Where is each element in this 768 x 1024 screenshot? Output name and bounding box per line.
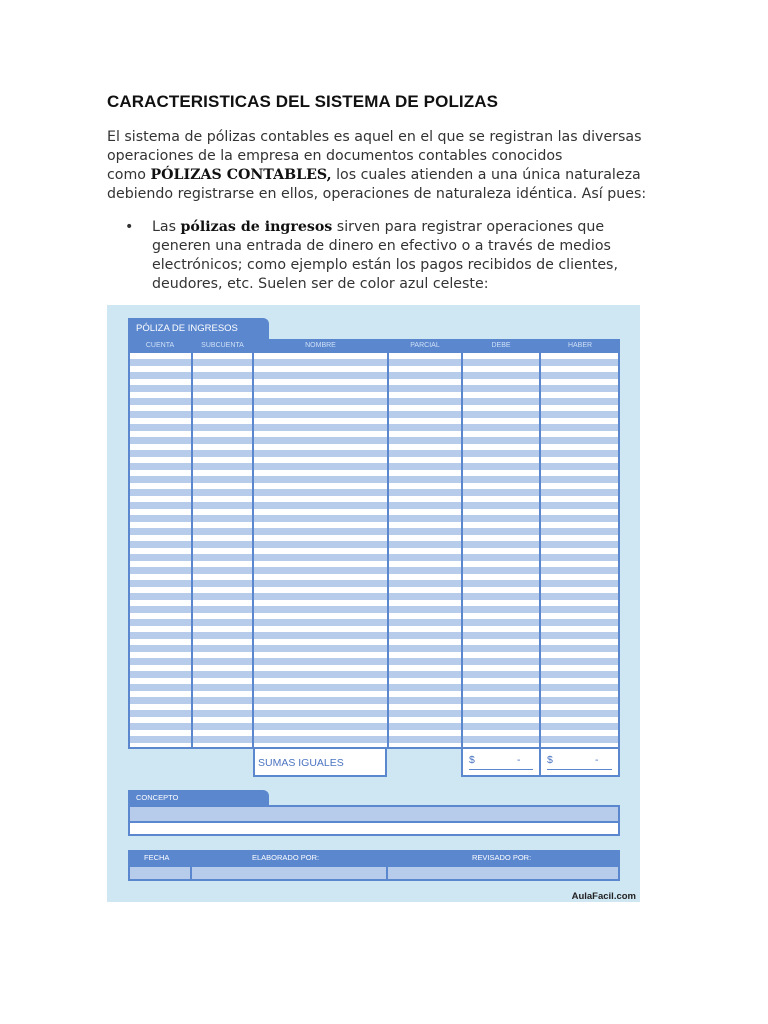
haber-total-box <box>539 749 620 777</box>
bullet-pre: Las <box>152 219 181 235</box>
haber-currency: $ <box>547 754 553 766</box>
intro-paragraph <box>107 128 667 204</box>
col-haber: HABER <box>567 342 593 349</box>
debe-dash: - <box>517 754 521 766</box>
page-title: CARACTERISTICAS DEL SISTEMA DE POLIZAS <box>107 92 499 111</box>
sumas-iguales-label: SUMAS IGUALES <box>258 757 344 769</box>
intro-line-3 <box>107 166 667 185</box>
footer-row <box>128 865 620 881</box>
bullet-dot: • <box>125 219 134 235</box>
column-divider <box>461 353 463 749</box>
col-debe: DEBE <box>491 342 511 349</box>
intro-line-3-post: los cuales atienden a una única naturaleza <box>331 167 641 183</box>
bullet-line-4: deudores, etc. Suelen ser de color azul celeste: <box>152 276 489 292</box>
column-divider <box>539 353 541 749</box>
bullet-line-1 <box>152 218 642 237</box>
col-nombre: NOMBRE <box>305 342 336 349</box>
sumas-iguales-box <box>253 749 387 777</box>
column-divider <box>252 353 254 749</box>
form-tab-title: PÓLIZA DE INGRESOS <box>128 318 269 340</box>
column-divider <box>191 353 193 749</box>
concepto-box <box>128 805 620 836</box>
debe-total-box <box>461 749 541 777</box>
bullet-line-2: generen una entrada de dinero en efectivo o a través de medios <box>152 238 611 254</box>
footer-revisado: REVISADO POR: <box>472 853 532 862</box>
col-parcial: PARCIAL <box>410 342 440 349</box>
intro-bold-term: PÓLIZAS CONTABLES, <box>150 167 332 183</box>
intro-line-1: El sistema de pólizas contables es aquel en el que se registran las diversas <box>107 129 642 145</box>
concepto-tab: CONCEPTO <box>128 790 269 806</box>
haber-dash: - <box>595 754 599 766</box>
debe-currency: $ <box>469 754 475 766</box>
col-cuenta: CUENTA <box>145 342 175 349</box>
intro-line-4: debiendo registrarse en ellos, operaciones de naturaleza idéntica. Así pues: <box>107 186 647 202</box>
poliza-form-image <box>107 305 640 902</box>
bullet-line-3: electrónicos; como ejemplo están los pagos recibidos de clientes, <box>152 257 618 273</box>
bullet-text <box>152 218 642 294</box>
bullet-bold-term: pólizas de ingresos <box>180 219 333 235</box>
intro-line-2: operaciones de la empresa en documentos contables conocidos <box>107 148 563 164</box>
aulafacil-logo: AulaFacil.com <box>571 891 636 902</box>
footer-header <box>128 850 620 866</box>
column-divider <box>387 353 389 749</box>
footer-fecha: FECHA <box>144 853 170 862</box>
footer-elaborado: ELABORADO POR: <box>252 853 320 862</box>
col-subcuenta: SUBCUENTA <box>201 342 244 349</box>
bullet-post: sirven para registrar operaciones que <box>332 219 605 235</box>
table-header <box>128 339 620 353</box>
table-body <box>128 353 620 749</box>
intro-line-3-pre: como <box>107 167 151 183</box>
